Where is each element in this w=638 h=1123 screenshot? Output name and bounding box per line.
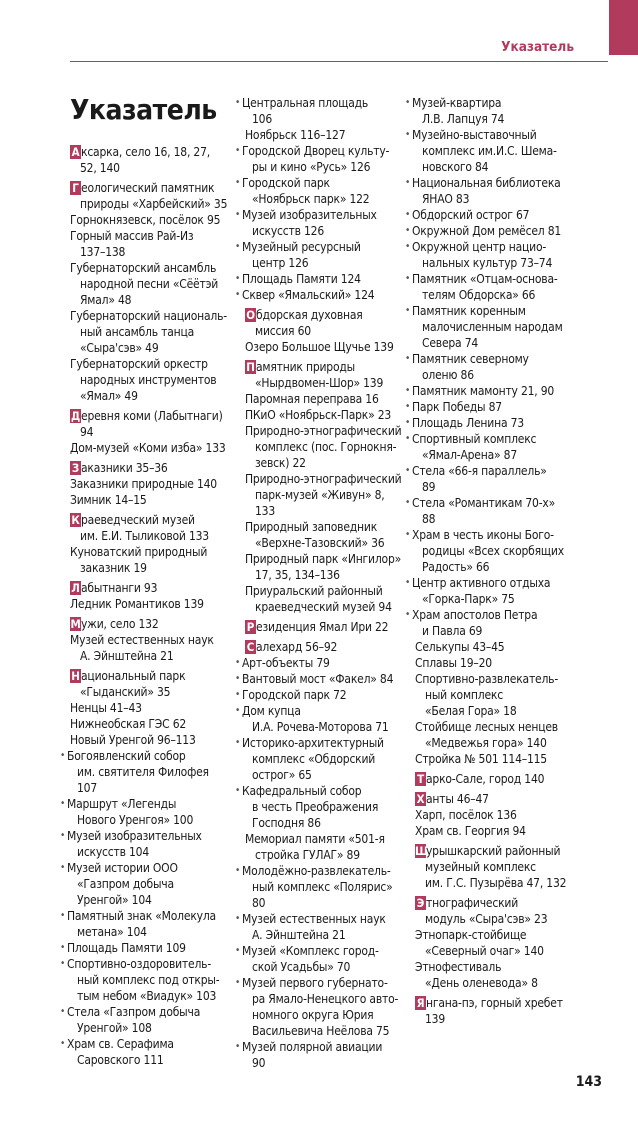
index-subentry xyxy=(242,687,415,703)
entry-text: Стройка № 501 114–115 xyxy=(415,752,547,766)
entry-text: Природный парк «Ингилор» xyxy=(245,552,402,566)
entry-text: ксарка, село 16, 18, 27, xyxy=(81,145,210,159)
entry-text: «Медвежья гора» 140 xyxy=(425,736,547,750)
entry-text: Заказники природные 140 xyxy=(70,477,217,491)
entry-text: Сквер «Ямальский» 124 xyxy=(242,288,375,302)
index-entry xyxy=(70,616,245,632)
entry-text: И.А. Рочева-Моторова 71 xyxy=(252,720,389,734)
entry-text: Музейный ресурсный xyxy=(242,240,361,254)
index-entry xyxy=(70,476,245,492)
entry-text: Музей изобразительных xyxy=(242,208,377,222)
section-letter: Н xyxy=(71,669,80,683)
entry-text: Центр активного отдыха xyxy=(412,576,551,590)
entry-text: Храм св. Георгия 94 xyxy=(415,824,526,838)
entry-text: ЯНАО 83 xyxy=(422,192,470,206)
entry-text: острог» 65 xyxy=(252,768,312,782)
index-subentry xyxy=(67,828,245,860)
entry-text: искусств 126 xyxy=(252,224,325,238)
entry-text: А. Эйнштейна 21 xyxy=(80,649,174,663)
entry-text: аказники 35–36 xyxy=(81,461,168,475)
index-entry xyxy=(415,995,575,1027)
entry-text: Севера 74 xyxy=(422,336,479,350)
entry-text: тнографический xyxy=(426,896,519,910)
index-entry xyxy=(245,127,415,143)
entry-text: Господня 86 xyxy=(252,816,321,830)
entry-text: Уренгой» 108 xyxy=(77,1021,152,1035)
entry-text: ПКиО «Ноябрьск-Парк» 23 xyxy=(245,408,392,422)
entry-text: «День оленевода» 8 xyxy=(425,976,538,990)
entry-text: Обдорский острог 67 xyxy=(412,208,530,222)
entry-text: Памятник коренным xyxy=(412,304,526,318)
entry-text: ра Ямало-Ненецкого авто- xyxy=(252,992,399,1006)
index-subentry xyxy=(242,207,415,239)
entry-text: Храм апостолов Петра xyxy=(412,608,538,622)
index-entry xyxy=(245,307,415,339)
entry-text: оленю 86 xyxy=(422,368,474,382)
entry-text: нальных культур 73–74 xyxy=(422,256,553,270)
entry-text: Маршрут «Легенды xyxy=(67,797,177,811)
entry-text: Городской парк xyxy=(242,176,330,190)
entry-text: Музей полярной авиации xyxy=(242,1040,383,1054)
index-subentry xyxy=(242,863,415,911)
index-entry xyxy=(415,751,575,767)
index-entry xyxy=(245,519,415,551)
entry-text: малочисленным народам xyxy=(422,320,563,334)
entry-text: Спортивный комплекс xyxy=(412,432,537,446)
entry-text: комплекс «Обдорский xyxy=(252,752,376,766)
index-subentry xyxy=(242,735,415,783)
entry-text: Природно-этнографический xyxy=(245,472,402,486)
entry-text: «Ямал-Арена» 87 xyxy=(422,448,517,462)
entry-text: Площадь Памяти 124 xyxy=(242,272,361,286)
index-entry xyxy=(415,771,575,787)
index-subentry xyxy=(412,127,575,175)
index-entry xyxy=(70,544,245,576)
index-entry xyxy=(70,460,245,476)
entry-text: Природный заповедник xyxy=(245,520,378,534)
entry-text: 133 xyxy=(255,504,276,518)
entry-text: Этнопарк-стойбище xyxy=(415,928,527,942)
entry-text: Горнокнязевск, посёлок 95 xyxy=(70,213,221,227)
entry-text: Музей «Комплекс город- xyxy=(242,944,379,958)
entry-text: новского 84 xyxy=(422,160,489,174)
index-subentry xyxy=(412,463,575,495)
entry-text: Ледник Романтиков 139 xyxy=(70,597,204,611)
entry-text: «Газпром добыча xyxy=(77,877,174,891)
index-subentry xyxy=(67,940,245,956)
entry-text: 106 xyxy=(252,112,273,126)
header-rule xyxy=(70,61,608,62)
entry-text: Куноватский природный xyxy=(70,545,208,559)
entry-text: Губернаторский националь- xyxy=(70,309,227,323)
index-entry xyxy=(245,359,415,391)
index-entry xyxy=(70,492,245,508)
entry-text: Стела «66-я параллель» xyxy=(412,464,547,478)
index-entry xyxy=(245,423,415,471)
entry-text: нгана-пэ, горный хребет xyxy=(426,996,563,1010)
index-entry xyxy=(70,700,245,716)
entry-text: Природно-этнографический xyxy=(245,424,402,438)
index-entry xyxy=(245,583,415,615)
entry-text: ный ансамбль танца xyxy=(80,325,195,339)
entry-text: Музей истории ООО xyxy=(67,861,178,875)
index-subentry xyxy=(67,1004,245,1036)
index-entry xyxy=(70,180,245,212)
index-entry xyxy=(415,639,575,655)
entry-text: Озеро Большое Щучье 139 xyxy=(245,340,394,354)
index-subentry xyxy=(412,271,575,303)
entry-text: ской Усадьбы» 70 xyxy=(252,960,351,974)
page-number: 143 xyxy=(575,1074,602,1090)
section-letter: Д xyxy=(70,409,80,423)
index-subentry xyxy=(67,860,245,908)
entry-text: Вантовый мост «Факел» 84 xyxy=(242,672,394,686)
section-letter: М xyxy=(70,617,81,631)
entry-text: телям Обдорска» 66 xyxy=(422,288,536,302)
index-entry xyxy=(245,831,415,863)
index-entry xyxy=(415,959,575,991)
index-entry xyxy=(415,671,575,719)
index-subentry xyxy=(412,351,575,383)
entry-text: арко-Сале, город 140 xyxy=(426,772,545,786)
entry-text: бдорская духовная xyxy=(256,308,363,322)
index-entry xyxy=(70,668,245,700)
entry-text: искусств 104 xyxy=(77,845,150,859)
index-subentry xyxy=(242,943,415,975)
entry-text: Площадь Ленина 73 xyxy=(412,416,524,430)
index-subentry xyxy=(242,655,415,671)
index-column-3 xyxy=(412,95,575,1027)
index-subentry xyxy=(242,175,415,207)
index-subentry xyxy=(412,207,575,223)
section-letter: К xyxy=(71,513,80,527)
entry-text: Нового Уренгоя» 100 xyxy=(77,813,194,827)
index-subentry xyxy=(412,527,575,575)
corner-tab xyxy=(609,0,638,55)
index-subentry xyxy=(412,575,575,607)
entry-text: ужи, село 132 xyxy=(81,617,159,631)
index-subentry xyxy=(412,223,575,239)
entry-text: А. Эйнштейна 21 xyxy=(252,928,346,942)
entry-text: Губернаторский ансамбль xyxy=(70,261,217,275)
entry-text: Арт-объекты 79 xyxy=(242,656,330,670)
index-subentry xyxy=(412,239,575,271)
entry-text: зевск) 22 xyxy=(255,456,306,470)
entry-text: 139 xyxy=(425,1012,446,1026)
entry-text: Парк Победы 87 xyxy=(412,400,502,414)
section-letter: А xyxy=(71,145,80,159)
index-subentry xyxy=(242,239,415,271)
entry-text: Спортивно-оздоровитель- xyxy=(67,957,212,971)
entry-text: Городской Дворец культу- xyxy=(242,144,390,158)
entry-text: 107 xyxy=(77,781,98,795)
entry-text: Богоявленский собор xyxy=(67,749,186,763)
entry-text: Кафедральный собор xyxy=(242,784,362,798)
section-letter: Р xyxy=(246,620,255,634)
page-title: Указатель xyxy=(70,93,217,126)
entry-text: 94 xyxy=(80,425,94,439)
entry-text: метана» 104 xyxy=(77,925,147,939)
entry-text: Ноябрьск 116–127 xyxy=(245,128,346,142)
section-letter: З xyxy=(71,461,80,475)
entry-text: парк-музей «Живун» 8, xyxy=(255,488,385,502)
index-subentry xyxy=(412,95,575,127)
entry-text: анты 46–47 xyxy=(426,792,489,806)
section-letter: Х xyxy=(416,792,425,806)
index-subentry xyxy=(412,175,575,207)
index-entry xyxy=(415,807,575,823)
index-subentry xyxy=(242,783,415,831)
index-entry xyxy=(415,895,575,927)
entry-text: Спортивно-развлекатель- xyxy=(415,672,559,686)
entry-text: заказник 19 xyxy=(80,561,147,575)
entry-text: «Горка-Парк» 75 xyxy=(422,592,515,606)
entry-text: и Павла 69 xyxy=(422,624,483,638)
index-entry xyxy=(245,619,415,635)
entry-text: Центральная площадь xyxy=(242,96,369,110)
index-entry xyxy=(70,408,245,440)
entry-text: «Нырдвомен-Шор» 139 xyxy=(255,376,384,390)
entry-text: номного округа Юрия xyxy=(252,1008,374,1022)
index-entry xyxy=(70,144,245,176)
entry-text: Новый Уренгой 96–113 xyxy=(70,733,196,747)
index-entry xyxy=(70,716,245,732)
index-entry xyxy=(70,356,245,404)
index-subentry xyxy=(242,271,415,287)
index-subentry xyxy=(412,495,575,527)
entry-text: Национальная библиотека xyxy=(412,176,561,190)
entry-text: Радость» 66 xyxy=(422,560,490,574)
index-entry xyxy=(70,440,245,456)
entry-text: ры и кино «Русь» 126 xyxy=(252,160,371,174)
index-entry xyxy=(245,471,415,519)
entry-text: езиденция Ямал Ири 22 xyxy=(256,620,389,634)
index-entry xyxy=(70,512,245,544)
entry-text: Музейно-выставочный xyxy=(412,128,537,142)
entry-text: раеведческий музей xyxy=(81,513,195,527)
entry-text: Дом-музей «Коми изба» 133 xyxy=(70,441,226,455)
section-letter: Ш xyxy=(415,844,428,858)
entry-text: амятник природы xyxy=(256,360,355,374)
entry-text: Сплавы 19–20 xyxy=(415,656,492,670)
index-entry xyxy=(70,596,245,612)
index-entry xyxy=(245,407,415,423)
index-subentry xyxy=(242,287,415,303)
entry-text: Памятник северному xyxy=(412,352,529,366)
entry-text: «Гыданский» 35 xyxy=(80,685,171,699)
entry-text: Васильевича Неёлова 75 xyxy=(252,1024,390,1038)
index-entry xyxy=(415,719,575,751)
index-entry xyxy=(415,655,575,671)
entry-text: Музей изобразительных xyxy=(67,829,202,843)
entry-text: еревня коми (Лабытнаги) xyxy=(81,409,223,423)
index-subentry xyxy=(412,415,575,431)
section-letter: Я xyxy=(416,996,425,1010)
index-entry xyxy=(245,551,415,583)
section-letter: Л xyxy=(71,581,80,595)
entry-text: музейный комплекс xyxy=(425,860,536,874)
entry-text: им. святителя Филофея xyxy=(77,765,209,779)
entry-text: стройка ГУЛАГ» 89 xyxy=(255,848,360,862)
entry-text: Музей-квартира xyxy=(412,96,502,110)
entry-text: Харп, посёлок 136 xyxy=(415,808,517,822)
index-entry xyxy=(70,260,245,308)
section-letter: Т xyxy=(415,772,426,786)
entry-text: Ненцы 41–43 xyxy=(70,701,142,715)
entry-text: природы «Харбейский» 35 xyxy=(80,197,228,211)
entry-text: Горный массив Рай-Из xyxy=(70,229,194,243)
entry-text: 17, 35, 134–136 xyxy=(255,568,340,582)
entry-text: миссия 60 xyxy=(255,324,311,338)
entry-text: модуль «Сыра'сэв» 23 xyxy=(425,912,548,926)
section-letter: Г xyxy=(70,181,81,195)
entry-text: «Сыра'сэв» 49 xyxy=(80,341,159,355)
entry-text: Памятный знак «Молекула xyxy=(67,909,216,923)
section-letter: О xyxy=(246,308,255,322)
index-entry xyxy=(70,228,245,260)
index-entry xyxy=(415,927,575,959)
running-head: Указатель xyxy=(501,39,574,55)
index-subentry xyxy=(67,796,245,828)
entry-text: Дом купца xyxy=(242,704,301,718)
entry-text: Уренгой» 104 xyxy=(77,893,152,907)
index-entry xyxy=(415,823,575,839)
index-subentry xyxy=(67,748,245,796)
index-subentry xyxy=(242,95,415,127)
index-subentry xyxy=(412,303,575,351)
entry-text: комплекс им.И.С. Шема- xyxy=(422,144,557,158)
entry-text: тым небом «Виадук» 103 xyxy=(77,989,217,1003)
entry-text: Храм св. Серафима xyxy=(67,1037,174,1051)
entry-text: комплекс (пос. Горнокня- xyxy=(255,440,397,454)
index-column-2 xyxy=(242,95,415,1071)
entry-text: в честь Преображения xyxy=(252,800,379,814)
entry-text: ный комплекс xyxy=(425,688,503,702)
index-entry xyxy=(70,632,245,664)
index-entry xyxy=(415,843,575,891)
entry-text: Мемориал памяти «501-я xyxy=(245,832,385,846)
entry-text: Стойбище лесных ненцев xyxy=(415,720,558,734)
entry-text: ный комплекс «Полярис» xyxy=(252,880,393,894)
index-subentry xyxy=(412,431,575,463)
entry-text: Окружной центр нацио- xyxy=(412,240,547,254)
index-entry xyxy=(70,308,245,356)
index-subentry xyxy=(412,399,575,415)
entry-text: Саровского 111 xyxy=(77,1053,164,1067)
entry-text: «Ноябрьск парк» 122 xyxy=(252,192,370,206)
entry-text: Ямал» 48 xyxy=(80,293,132,307)
entry-text: Памятник мамонту 21, 90 xyxy=(412,384,555,398)
entry-text: Губернаторский оркестр xyxy=(70,357,208,371)
section-letter: С xyxy=(246,640,255,654)
entry-text: Стела «Романтикам 70-х» xyxy=(412,496,555,510)
section-letter: Э xyxy=(416,896,425,910)
index-entry xyxy=(415,791,575,807)
entry-text: Музей первого губернато- xyxy=(242,976,388,990)
index-subentry xyxy=(67,1036,245,1068)
entry-text: им. Г.С. Пузырёва 47, 132 xyxy=(425,876,567,890)
entry-text: 89 xyxy=(422,480,436,494)
entry-text: Площадь Памяти 109 xyxy=(67,941,186,955)
entry-text: Музей естественных наук xyxy=(70,633,214,647)
entry-text: Этнофестиваль xyxy=(415,960,502,974)
index-subentry xyxy=(242,143,415,175)
entry-text: 52, 140 xyxy=(80,161,120,175)
entry-text: еологический памятник xyxy=(81,181,215,195)
entry-text: Паромная переправа 16 xyxy=(245,392,379,406)
entry-text: народной песни «Сёётэй xyxy=(80,277,219,291)
entry-text: Приуральский районный xyxy=(245,584,383,598)
index-subentry xyxy=(412,383,575,399)
index-subentry xyxy=(242,911,415,943)
entry-text: 90 xyxy=(252,1056,266,1070)
index-subentry xyxy=(242,975,415,1039)
index-subentry xyxy=(67,908,245,940)
entry-text: им. Е.И. Тыликовой 133 xyxy=(80,529,209,543)
entry-text: Городской парк 72 xyxy=(242,688,347,702)
entry-text: «Ямал» 49 xyxy=(80,389,138,403)
entry-text: родицы «Всех скорбящих xyxy=(422,544,564,558)
entry-text: центр 126 xyxy=(252,256,309,270)
entry-text: краеведческий музей 94 xyxy=(255,600,392,614)
entry-text: урышкарский районный xyxy=(426,844,561,858)
entry-text: Храм в честь иконы Бого- xyxy=(412,528,554,542)
entry-text: Нижнеобская ГЭС 62 xyxy=(70,717,187,731)
entry-text: Музей естественных наук xyxy=(242,912,386,926)
entry-text: 80 xyxy=(252,896,266,910)
entry-text: алехард 56–92 xyxy=(256,640,338,654)
entry-text: Л.В. Лапцуя 74 xyxy=(422,112,505,126)
index-entry xyxy=(70,212,245,228)
index-column-1 xyxy=(67,140,245,1068)
index-subentry xyxy=(412,607,575,639)
entry-text: Окружной Дом ремёсел 81 xyxy=(412,224,562,238)
entry-text: «Белая Гора» 18 xyxy=(425,704,517,718)
index-entry xyxy=(245,391,415,407)
entry-text: «Верхне-Тазовский» 36 xyxy=(255,536,385,550)
section-letter: П xyxy=(246,360,255,374)
index-subentry xyxy=(242,671,415,687)
entry-text: народных инструментов xyxy=(80,373,217,387)
entry-text: ациональный парк xyxy=(81,669,186,683)
entry-text: Молодёжно-развлекатель- xyxy=(242,864,391,878)
index-entry xyxy=(70,732,245,748)
index-entry xyxy=(245,339,415,355)
entry-text: Стела «Газпром добыча xyxy=(67,1005,201,1019)
entry-text: Памятник «Отцам-основа- xyxy=(412,272,558,286)
entry-text: Селькупы 43–45 xyxy=(415,640,505,654)
index-subentry xyxy=(67,956,245,1004)
index-entry xyxy=(245,639,415,655)
index-subentry xyxy=(242,1039,415,1071)
entry-text: 137–138 xyxy=(80,245,126,259)
entry-text: 88 xyxy=(422,512,436,526)
entry-text: абытнанги 93 xyxy=(81,581,158,595)
index-entry xyxy=(70,580,245,596)
entry-text: «Северный очаг» 140 xyxy=(425,944,544,958)
entry-text: Зимник 14–15 xyxy=(70,493,147,507)
entry-text: Историко-архитектурный xyxy=(242,736,384,750)
entry-text: ный комплекс под откры- xyxy=(77,973,220,987)
index-subentry xyxy=(242,703,415,735)
